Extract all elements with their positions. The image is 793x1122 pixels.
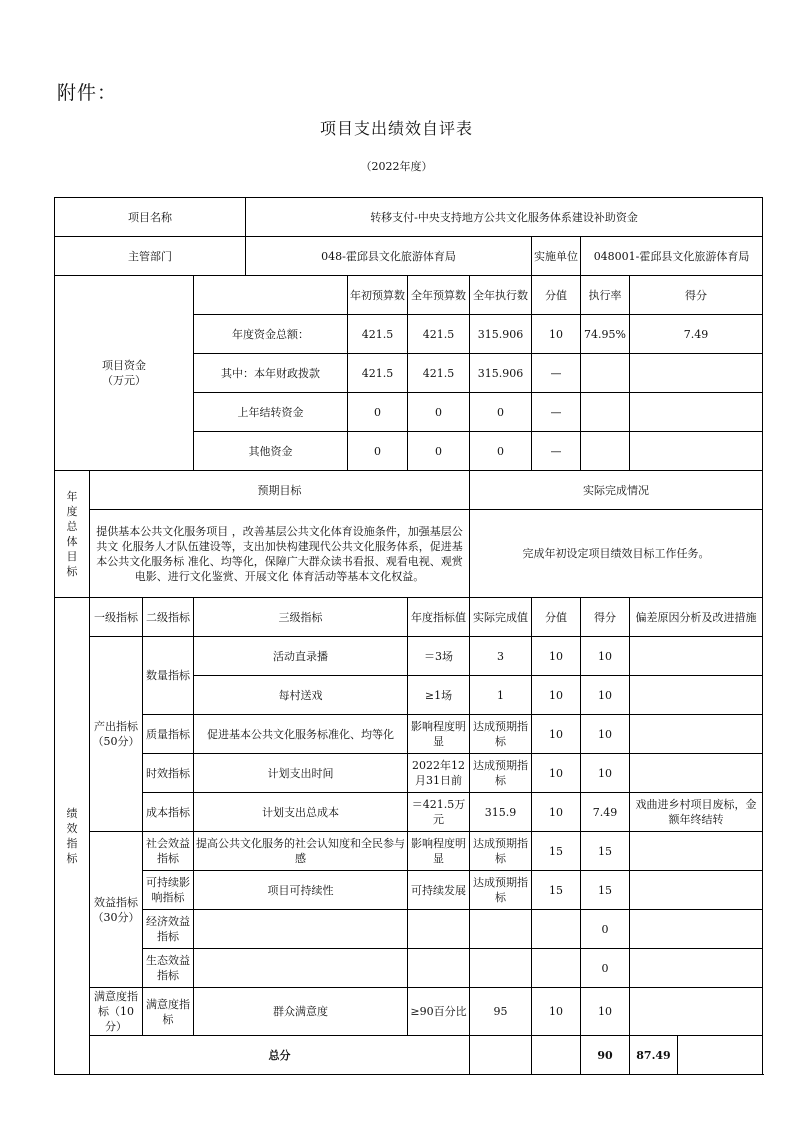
score-header: 得分	[581, 598, 630, 637]
unit-value: 048001-霍邱县文化旅游体育局	[581, 237, 763, 276]
level3-cell	[194, 910, 408, 949]
reason-cell	[630, 715, 763, 754]
score-cell: 10	[581, 988, 630, 1036]
annual-cell: ＝421.5万元	[408, 793, 470, 832]
funds-row-label: 其他资金	[194, 432, 348, 471]
funds-header: 得分	[630, 276, 763, 315]
score-cell: 0	[581, 949, 630, 988]
level3-cell: 促进基本公共文化服务标准化、均等化	[194, 715, 408, 754]
expected-goal-header: 预期目标	[90, 471, 470, 510]
funds-initial: 0	[348, 393, 408, 432]
actual-cell: 315.9	[470, 793, 532, 832]
score-cell: 10	[581, 676, 630, 715]
reason-cell	[630, 676, 763, 715]
funds-annual: 421.5	[408, 354, 470, 393]
funds-rate	[581, 393, 630, 432]
funds-label: 项目资金 （万元）	[55, 276, 194, 471]
reason-cell	[630, 988, 763, 1036]
reason-cell	[630, 793, 763, 832]
total-reason-blank	[678, 1036, 763, 1075]
attachment-label: 附件：	[57, 82, 118, 104]
funds-header-blank	[194, 276, 348, 315]
year-label: （2022年度）	[360, 160, 433, 173]
level2-cell: 时效指标	[143, 754, 194, 793]
annual-cell: 影响程度明显	[408, 715, 470, 754]
funds-score-value: —	[532, 393, 581, 432]
dept-label: 主管部门	[55, 237, 246, 276]
score-cell: 10	[581, 637, 630, 676]
funds-header: 分值	[532, 276, 581, 315]
level3-cell: 计划支出时间	[194, 754, 408, 793]
score-value-cell: 10	[532, 676, 581, 715]
dept-value: 048-霍邱县文化旅游体育局	[246, 237, 532, 276]
funds-score-value: —	[532, 354, 581, 393]
total-label: 总分	[90, 1036, 470, 1075]
score-cell: 10	[581, 715, 630, 754]
funds-score	[630, 432, 763, 471]
score-cell: 15	[581, 832, 630, 871]
score-value-cell: 10	[532, 715, 581, 754]
reason-cell	[630, 637, 763, 676]
reason-text: 戏曲进乡村项目废标，金额年终结转	[635, 798, 757, 826]
page-title: 项目支出绩效自评表	[319, 119, 473, 138]
project-name: 转移支付-中央支持地方公共文化服务体系建设补助资金	[246, 198, 763, 237]
annual-header: 年度指标值	[408, 598, 470, 637]
actual-goal: 完成年初设定项目绩效目标工作任务。	[470, 510, 763, 598]
funds-executed: 0	[470, 432, 532, 471]
level2-cell: 生态效益指标	[143, 949, 194, 988]
level3-cell: 每村送戏	[194, 676, 408, 715]
actual-cell	[470, 949, 532, 988]
output-group: 产出指标 （50分）	[90, 637, 143, 832]
funds-initial: 421.5	[348, 354, 408, 393]
funds-row-label: 上年结转资金	[194, 393, 348, 432]
annual-cell: ＝3场	[408, 637, 470, 676]
level3-cell: 提高公共文化服务的社会认知度和全民参与感	[194, 832, 408, 871]
goals-label: 年 度 总 体 目 标	[55, 471, 90, 598]
level2-cell: 经济效益指标	[143, 910, 194, 949]
level3-cell: 群众满意度	[194, 988, 408, 1036]
score-value-cell: 10	[532, 754, 581, 793]
funds-row-label: 年度资金总额：	[194, 315, 348, 354]
score-cell: 15	[581, 871, 630, 910]
actual-cell: 95	[470, 988, 532, 1036]
level2-cell: 社会效益指标	[143, 832, 194, 871]
effect-group: 效益指标 （30分）	[90, 832, 143, 988]
actual-cell: 1	[470, 676, 532, 715]
annual-cell: 影响程度明显	[408, 832, 470, 871]
score-value-cell	[532, 949, 581, 988]
project-name-label: 项目名称	[55, 198, 246, 237]
funds-rate	[581, 354, 630, 393]
level1-header: 一级指标	[90, 598, 143, 637]
actual-cell: 达成预期指标	[470, 715, 532, 754]
level2-cell: 质量指标	[143, 715, 194, 754]
score-value-cell	[532, 910, 581, 949]
funds-executed: 315.906	[470, 315, 532, 354]
score-value-cell: 10	[532, 637, 581, 676]
level2-header: 二级指标	[143, 598, 194, 637]
actual-header: 实际完成值	[470, 598, 532, 637]
funds-annual: 0	[408, 393, 470, 432]
funds-header: 年初预算数	[348, 276, 408, 315]
score-value-header: 分值	[532, 598, 581, 637]
annual-cell	[408, 949, 470, 988]
satisfaction-group: 满意度指 标（10分）	[90, 988, 143, 1036]
level3-header: 三级指标	[194, 598, 408, 637]
level3-cell: 项目可持续性	[194, 871, 408, 910]
level2-cell: 可持续影响指标	[143, 871, 194, 910]
funds-score: 7.49	[630, 315, 763, 354]
performance-table	[54, 197, 763, 1075]
actual-cell: 3	[470, 637, 532, 676]
funds-score	[630, 354, 763, 393]
actual-cell: 达成预期指标	[470, 832, 532, 871]
reason-cell	[630, 754, 763, 793]
score-value-cell: 10	[532, 988, 581, 1036]
unit-label: 实施单位	[532, 237, 581, 276]
actual-cell: 达成预期指标	[470, 754, 532, 793]
funds-initial: 421.5	[348, 315, 408, 354]
score-cell: 7.49	[581, 793, 630, 832]
level3-cell: 计划支出总成本	[194, 793, 408, 832]
annual-cell: ≥90百分比	[408, 988, 470, 1036]
reason-header: 偏差原因分析及改进措施	[630, 598, 763, 637]
funds-header: 执行率	[581, 276, 630, 315]
funds-score	[630, 393, 763, 432]
total-score-value: 90	[581, 1036, 630, 1075]
level2-cell: 满意度指标	[143, 988, 194, 1036]
level2-cell: 成本指标	[143, 793, 194, 832]
annual-cell: ≥1场	[408, 676, 470, 715]
total-score: 87.49	[630, 1036, 678, 1075]
funds-header: 全年执行数	[470, 276, 532, 315]
funds-initial: 0	[348, 432, 408, 471]
level3-cell	[194, 949, 408, 988]
actual-cell	[470, 910, 532, 949]
annual-cell	[408, 910, 470, 949]
funds-rate	[581, 432, 630, 471]
score-value-cell: 10	[532, 793, 581, 832]
funds-executed: 0	[470, 393, 532, 432]
score-cell: 10	[581, 754, 630, 793]
score-value-cell: 15	[532, 871, 581, 910]
level3-cell: 活动直录播	[194, 637, 408, 676]
level2-cell: 数量指标	[143, 637, 194, 715]
actual-goal-header: 实际完成情况	[470, 471, 763, 510]
funds-header: 全年预算数	[408, 276, 470, 315]
reason-cell	[630, 832, 763, 871]
score-value-cell: 15	[532, 832, 581, 871]
funds-annual: 421.5	[408, 315, 470, 354]
reason-cell	[630, 871, 763, 910]
total-annual-blank	[470, 1036, 532, 1075]
reason-cell	[630, 949, 763, 988]
expected-goal: 提供基本公共文化服务项目 ，改善基层公共文化体育设施条件，加强基层公共文 化服务人才队伍建设等，支出加快构建现代公共文化服务体系，促进基本公共文化服务标 准化、均等化，保障广大群众读书看报、观看电视、观赏电影、进行文化鉴赏、开展文化 体育活动等基本文化权益。	[90, 510, 470, 598]
funds-score-value: 10	[532, 315, 581, 354]
score-cell: 0	[581, 910, 630, 949]
annual-cell: 2022年12月31日前	[408, 754, 470, 793]
funds-row-label: 其中：本年财政拨款	[194, 354, 348, 393]
funds-annual: 0	[408, 432, 470, 471]
actual-cell: 达成预期指标	[470, 871, 532, 910]
funds-rate: 74.95%	[581, 315, 630, 354]
funds-executed: 315.906	[470, 354, 532, 393]
total-actual-blank	[532, 1036, 581, 1075]
indicators-label: 绩 效 指 标	[55, 598, 90, 1075]
funds-score-value: —	[532, 432, 581, 471]
reason-cell	[630, 910, 763, 949]
annual-cell: 可持续发展	[408, 871, 470, 910]
